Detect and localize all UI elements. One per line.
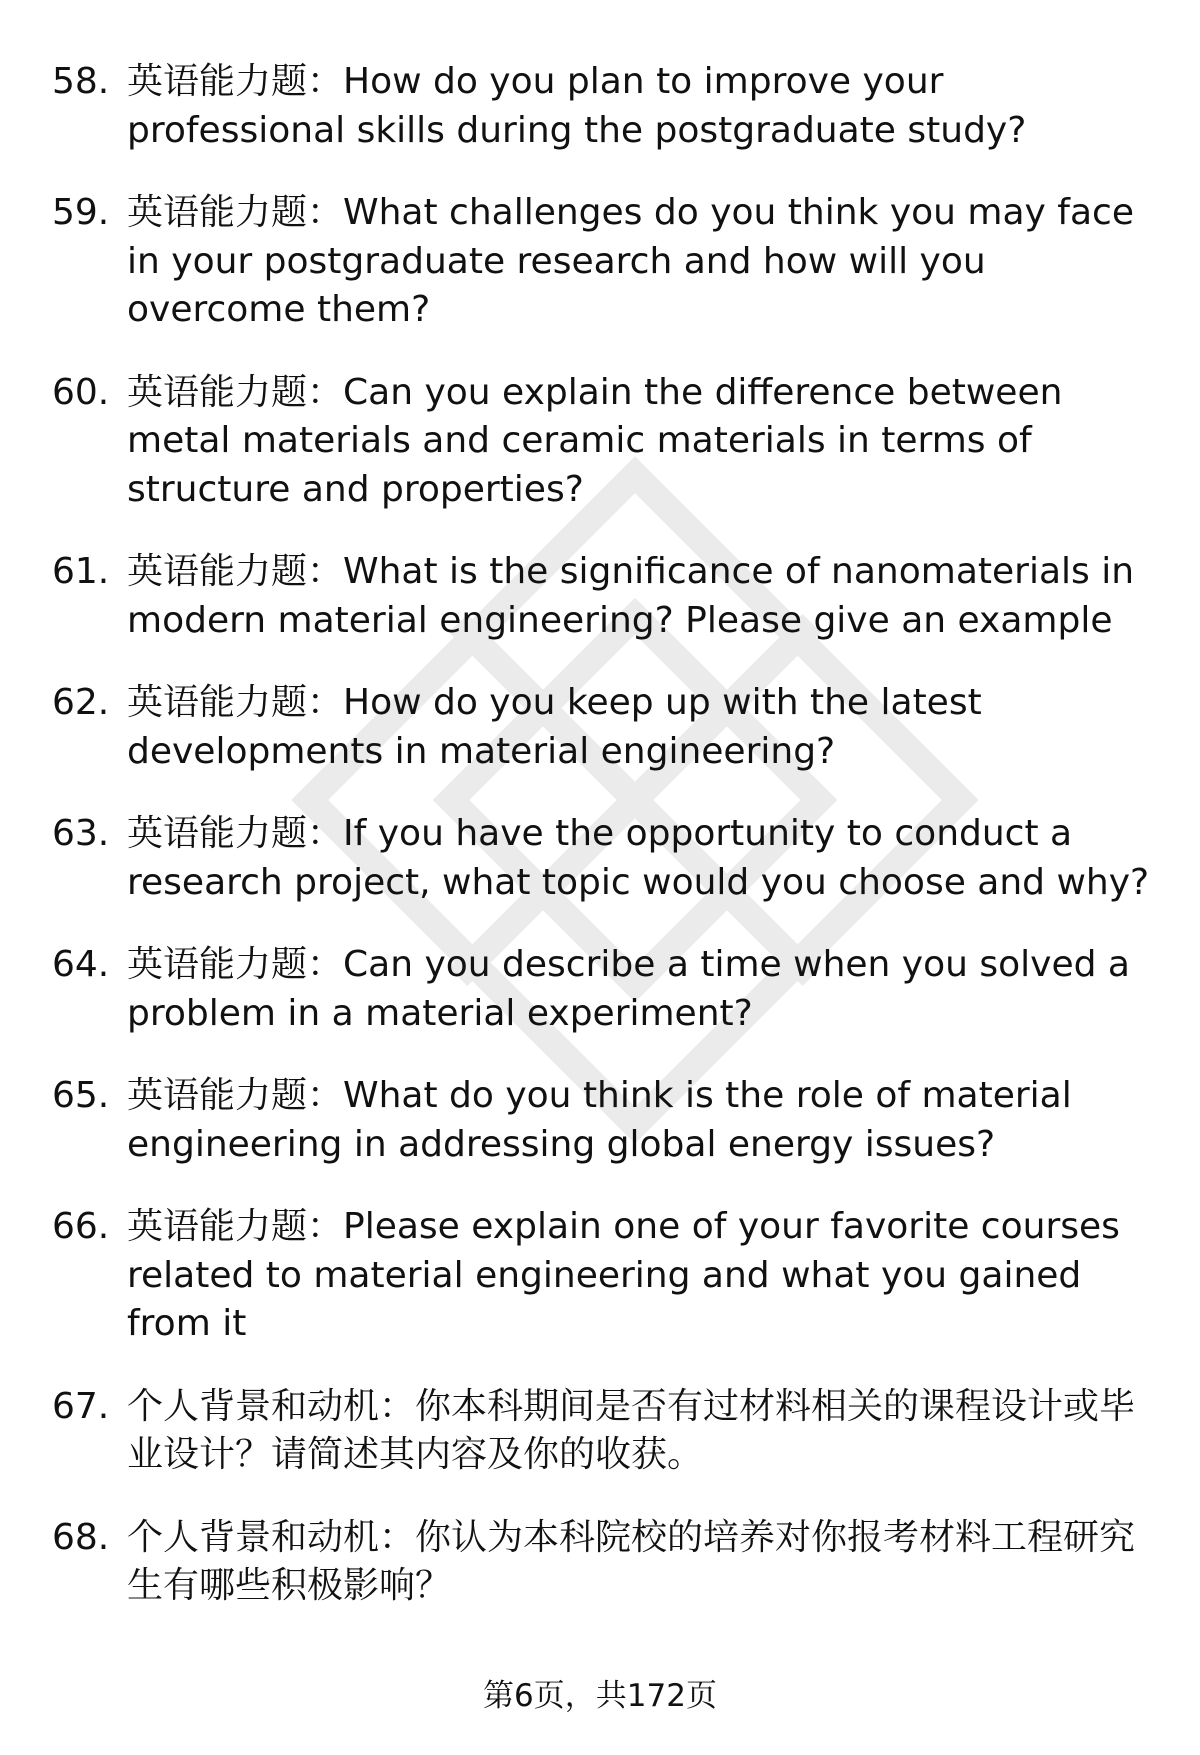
question-number: 66. <box>52 1206 110 1247</box>
question-number: 60. <box>52 371 110 413</box>
question-text: 个人背景和动机：你认为本科院校的培养对你报考材料工程研究生有哪些积极影响？ <box>127 1516 1136 1606</box>
list-item <box>52 679 1152 776</box>
list-item <box>52 810 1152 907</box>
question-number: 61. <box>52 551 110 592</box>
question-number: 65. <box>52 1075 110 1116</box>
question-text: 英语能力题：What challenges do you think you may face in your postgraduate research and how will you overcome them? <box>127 192 1134 330</box>
list-item <box>52 1072 1152 1169</box>
question-list <box>52 58 1152 1645</box>
question-number: 62. <box>52 682 110 723</box>
list-item <box>52 941 1152 1038</box>
question-number: 67. <box>52 1385 110 1427</box>
page-number-footer: 第6页，共172页 <box>483 1678 717 1714</box>
question-number: 58. <box>52 61 110 102</box>
question-number: 68. <box>52 1516 110 1558</box>
question-number: 64. <box>52 944 110 985</box>
list-item <box>52 1383 1152 1480</box>
question-text: 英语能力题：Can you explain the difference between metal materials and ceramic materials in terms of structure and properties? <box>127 371 1063 510</box>
question-text: 英语能力题：Please explain one of your favorite courses related to material engineering and what you gained from it <box>127 1206 1120 1344</box>
question-number: 59. <box>52 192 110 233</box>
question-text: 英语能力题：What do you think is the role of material engineering in addressing global energy issues? <box>127 1075 1072 1165</box>
list-item <box>52 1514 1152 1611</box>
list-item <box>52 369 1152 515</box>
question-text: 英语能力题：How do you plan to improve your professional skills during the postgraduate study? <box>127 61 1027 151</box>
question-number: 63. <box>52 813 110 854</box>
question-text: 英语能力题：If you have the opportunity to conduct a research project, what topic would you choose and why? <box>127 813 1150 903</box>
list-item <box>52 58 1152 155</box>
question-text: 英语能力题：What is the significance of nanomaterials in modern material engineering? Please give an example <box>127 551 1135 641</box>
question-text: 英语能力题：How do you keep up with the latest developments in material engineering? <box>127 682 982 772</box>
list-item <box>52 1203 1152 1349</box>
question-text: 英语能力题：Can you describe a time when you solved a problem in a material experiment? <box>127 944 1130 1034</box>
question-text: 个人背景和动机：你本科期间是否有过材料相关的课程设计或毕业设计？请简述其内容及你的收获。 <box>127 1385 1136 1475</box>
list-item <box>52 189 1152 335</box>
list-item <box>52 548 1152 645</box>
